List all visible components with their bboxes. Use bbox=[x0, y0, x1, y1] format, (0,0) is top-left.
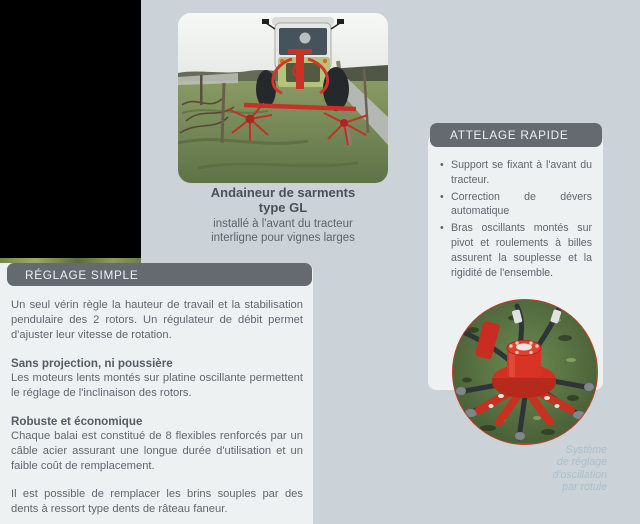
attelage-bullet-list bbox=[428, 151, 603, 282]
caption-subtitle bbox=[168, 217, 398, 245]
tractor-photo-illustration bbox=[178, 13, 388, 183]
caption-title-line1: Andaineur de sarments bbox=[210, 185, 356, 200]
black-block bbox=[0, 0, 141, 258]
section-text: Un seul vérin règle la hauteur de travail et la stabilisation pendulaire des 2 rotors. Un régulateur de débit permet d'ajuster leur vitesse de rotation. bbox=[11, 299, 303, 341]
section-heading: Robuste et économique bbox=[11, 415, 143, 428]
rotule-caption-line: par rotule bbox=[562, 481, 607, 494]
attelage-bullet: • Correction de dévers automatique bbox=[440, 190, 592, 220]
section-text: Les moteurs lents montés sur platine oscillante permettent le réglage de l'inclinaison des rotors. bbox=[11, 372, 303, 399]
section-heading: Sans projection, ni poussière bbox=[11, 357, 173, 370]
caption-subtitle-line1: installé à l'avant du tracteur bbox=[213, 218, 353, 230]
rotule-caption-line: d'oscillation bbox=[552, 468, 607, 481]
caption-title-line2: type GL bbox=[258, 199, 308, 215]
attelage-panel-title: ATTELAGE RAPIDE bbox=[450, 128, 569, 142]
rotule-photo bbox=[452, 299, 598, 445]
caption-subtitle-line2: interligne pour vignes larges bbox=[211, 232, 355, 244]
reglage-panel-header bbox=[7, 263, 312, 286]
reglage-panel-title: RÉGLAGE SIMPLE bbox=[25, 267, 139, 282]
reglage-section bbox=[11, 414, 303, 474]
reglage-section bbox=[11, 487, 303, 517]
tractor-photo bbox=[178, 13, 388, 183]
rotule-photo-illustration bbox=[453, 300, 596, 443]
tractor-photo-caption bbox=[168, 186, 398, 245]
section-text: Il est possible de remplacer les brins souples par des dents à ressort type dents de râteau faneur. bbox=[11, 488, 303, 515]
reglage-section bbox=[11, 298, 303, 343]
rotule-caption bbox=[470, 444, 607, 494]
attelage-bullet: • Support se fixant à l'avant du tracteur. bbox=[440, 158, 592, 188]
reglage-section bbox=[11, 356, 303, 401]
attelage-bullet: • Bras oscillants montés sur pivot et roulements à billes assurent la souplesse et la rigidité de l'ensemble. bbox=[440, 221, 592, 280]
attelage-panel-header bbox=[430, 123, 602, 147]
section-text: Chaque balai est constitué de 8 flexibles renforcés par un câble acier assurant une longue durée d'utilisation et un faible coût de remplacement. bbox=[11, 430, 303, 472]
rotule-caption-line: Système bbox=[565, 444, 607, 456]
rotule-caption-line: de réglage bbox=[556, 456, 607, 469]
reglage-panel-content bbox=[0, 286, 313, 524]
